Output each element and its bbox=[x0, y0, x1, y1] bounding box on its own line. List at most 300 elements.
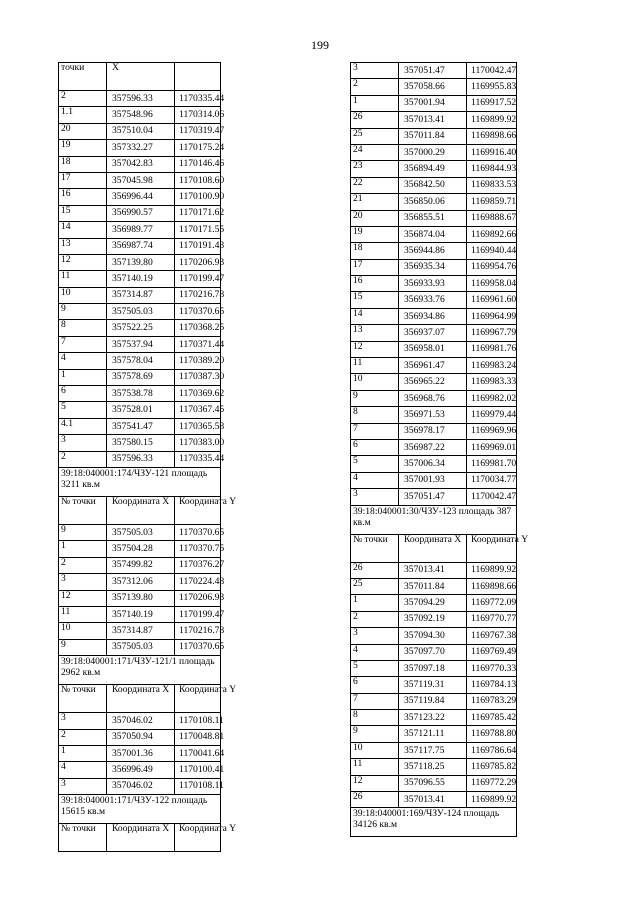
point-number-cell: 8 bbox=[59, 320, 107, 336]
coordinate-x-cell: 357580.15 bbox=[107, 435, 175, 451]
table-header-row bbox=[59, 63, 221, 91]
coordinate-y-cell: 1170100.41 bbox=[175, 762, 221, 778]
point-number-cell: 16 bbox=[59, 189, 107, 205]
coordinate-x-cell: 357046.02 bbox=[107, 778, 175, 794]
coordinate-y-cell: 1170206.93 bbox=[175, 590, 221, 606]
point-number-header: № точки bbox=[59, 685, 107, 713]
coordinate-x-cell: 357045.98 bbox=[107, 172, 175, 188]
coordinate-x-cell: 356894.49 bbox=[399, 161, 467, 177]
coordinate-y-cell: 1169983.33 bbox=[467, 374, 517, 390]
coordinate-y-cell: 1170387.30 bbox=[175, 369, 221, 385]
point-number-cell: 4 bbox=[59, 762, 107, 778]
coordinate-y-cell: 1169767.38 bbox=[467, 628, 517, 644]
parcel-caption: 39:18:040001:174/ЧЗУ-121 площадь 3211 кв.м bbox=[59, 467, 221, 496]
table-row bbox=[59, 320, 221, 336]
coordinate-y-cell: 1170216.78 bbox=[175, 287, 221, 303]
coordinate-y-cell: 1170367.45 bbox=[175, 402, 221, 418]
point-number-cell: 3 bbox=[59, 778, 107, 794]
point-number-cell: 12 bbox=[351, 775, 399, 791]
coordinate-y-cell: 1170191.43 bbox=[175, 238, 221, 254]
point-number-cell: 3 bbox=[351, 63, 399, 79]
coordinate-x-cell: 357312.06 bbox=[107, 574, 175, 590]
coordinate-y-cell: 1169899.92 bbox=[467, 792, 517, 808]
coordinate-y-cell: 1169979.44 bbox=[467, 407, 517, 423]
coordinate-y-cell: 1169769.49 bbox=[467, 644, 517, 660]
coordinate-y-cell: 1169954.76 bbox=[467, 259, 517, 275]
table-row bbox=[59, 418, 221, 434]
coordinate-x-cell: 356937.07 bbox=[399, 325, 467, 341]
coordinate-x-cell: 357097.18 bbox=[399, 660, 467, 676]
coordinate-x-cell: 357094.30 bbox=[399, 628, 467, 644]
table-row bbox=[351, 276, 517, 292]
coordinate-y-cell: 1169833.53 bbox=[467, 177, 517, 193]
point-number-cell: 9 bbox=[351, 390, 399, 406]
coordinate-x-cell: 357522.25 bbox=[107, 320, 175, 336]
table-row bbox=[351, 775, 517, 791]
coordinate-y-cell: 1170042.47 bbox=[467, 63, 517, 79]
parcel-caption: 39:18:040001:169/ЧЗУ-124 площадь 34126 кв.м bbox=[351, 808, 517, 837]
table-row bbox=[59, 254, 221, 270]
point-number-cell: 2 bbox=[59, 91, 107, 107]
coordinate-x-cell: 356990.57 bbox=[107, 205, 175, 221]
point-number-cell: 3 bbox=[59, 713, 107, 729]
table-row bbox=[351, 95, 517, 111]
point-number-cell: 6 bbox=[59, 386, 107, 402]
coordinate-x-cell: 357139.80 bbox=[107, 254, 175, 270]
table-row bbox=[351, 644, 517, 660]
coordinate-y-cell: 1170216.78 bbox=[175, 623, 221, 639]
point-number-cell: 20 bbox=[59, 123, 107, 139]
table-row bbox=[351, 161, 517, 177]
coordinate-y-cell: 1170108.11 bbox=[175, 713, 221, 729]
coordinate-y-cell: 1169785.82 bbox=[467, 759, 517, 775]
parcel-caption-row bbox=[59, 467, 221, 496]
coordinate-x-cell: 357505.03 bbox=[107, 524, 175, 540]
coordinate-x-cell: 356958.01 bbox=[399, 341, 467, 357]
table-row bbox=[351, 325, 517, 341]
coordinate-y-cell: 1170319.47 bbox=[175, 123, 221, 139]
point-number-cell: 13 bbox=[59, 238, 107, 254]
point-number-cell: 9 bbox=[59, 524, 107, 540]
coordinate-x-cell: 356842.50 bbox=[399, 177, 467, 193]
point-number-cell: 8 bbox=[351, 407, 399, 423]
point-number-cell: 15 bbox=[59, 205, 107, 221]
point-number-cell: 13 bbox=[351, 325, 399, 341]
point-number-cell: 10 bbox=[351, 742, 399, 758]
point-number-cell: 18 bbox=[59, 156, 107, 172]
point-number-cell: 22 bbox=[351, 177, 399, 193]
parcel-caption-row bbox=[351, 505, 517, 534]
left-coordinates-table bbox=[58, 62, 237, 852]
table-row bbox=[59, 336, 221, 352]
coordinate-y-header: Координата Y bbox=[175, 496, 221, 524]
left-coordinates-column bbox=[58, 62, 237, 852]
table-row bbox=[351, 489, 517, 505]
table-row bbox=[59, 524, 221, 540]
coordinate-x-cell: 357578.04 bbox=[107, 353, 175, 369]
parcel-caption: 39:18:040001:30/ЧЗУ-123 площадь 387 кв.м bbox=[351, 505, 517, 534]
point-number-cell: 2 bbox=[59, 557, 107, 573]
point-number-cell: 1 bbox=[351, 595, 399, 611]
point-number-cell: 4.1 bbox=[59, 418, 107, 434]
table-row bbox=[351, 194, 517, 210]
coordinate-y-cell: 1169898.66 bbox=[467, 128, 517, 144]
coordinate-y-cell: 1170199.47 bbox=[175, 271, 221, 287]
coordinate-y-cell: 1169892.66 bbox=[467, 226, 517, 242]
coordinate-x-cell: 357006.34 bbox=[399, 456, 467, 472]
coordinate-y-cell: 1169958.04 bbox=[467, 276, 517, 292]
point-number-header: № точки bbox=[351, 534, 399, 562]
coordinate-y-cell: 1169916.40 bbox=[467, 144, 517, 160]
coordinate-y-cell: 1170146.46 bbox=[175, 156, 221, 172]
coordinate-x-cell: 357000.29 bbox=[399, 144, 467, 160]
coordinate-y-cell: 1170171.62 bbox=[175, 205, 221, 221]
table-row bbox=[351, 456, 517, 472]
point-number-header: точки bbox=[59, 63, 107, 91]
coordinate-y-cell: 1169969.96 bbox=[467, 423, 517, 439]
point-number-cell: 6 bbox=[351, 677, 399, 693]
table-row bbox=[351, 710, 517, 726]
table-row bbox=[351, 472, 517, 488]
point-number-cell: 2 bbox=[59, 729, 107, 745]
coordinate-x-cell: 357051.47 bbox=[399, 489, 467, 505]
coordinate-x-cell: 357596.33 bbox=[107, 451, 175, 467]
coordinate-y-cell: 1169785.42 bbox=[467, 710, 517, 726]
table-row bbox=[351, 693, 517, 709]
point-number-cell: 25 bbox=[351, 578, 399, 594]
coordinate-x-cell: 356850.06 bbox=[399, 194, 467, 210]
coordinate-x-cell: 357042.83 bbox=[107, 156, 175, 172]
coordinate-y-cell: 1170034.77 bbox=[467, 472, 517, 488]
coordinate-x-header: Координата X bbox=[107, 685, 175, 713]
coordinate-x-cell: 356989.77 bbox=[107, 222, 175, 238]
point-number-cell: 17 bbox=[351, 259, 399, 275]
table-row bbox=[351, 677, 517, 693]
table-row bbox=[351, 292, 517, 308]
coordinate-y-cell: 1169917.52 bbox=[467, 95, 517, 111]
table-row bbox=[59, 107, 221, 123]
coordinate-x-header: Координата X bbox=[107, 824, 175, 852]
coordinate-x-cell: 357001.93 bbox=[399, 472, 467, 488]
point-number-cell: 4 bbox=[59, 353, 107, 369]
coordinate-x-cell: 357001.36 bbox=[107, 745, 175, 761]
coordinate-x-cell: 357118.25 bbox=[399, 759, 467, 775]
coordinate-y-cell: 1170370.65 bbox=[175, 524, 221, 540]
table-row bbox=[351, 660, 517, 676]
coordinate-y-cell: 1170368.25 bbox=[175, 320, 221, 336]
coordinate-x-cell: 357528.01 bbox=[107, 402, 175, 418]
coordinate-x-header: Координата X bbox=[399, 534, 467, 562]
coordinate-x-cell: 356874.04 bbox=[399, 226, 467, 242]
coordinate-y-header: Координата Y bbox=[175, 685, 221, 713]
coordinate-x-cell: 357119.84 bbox=[399, 693, 467, 709]
coordinate-y-header bbox=[175, 63, 221, 91]
coordinate-x-cell: 357541.47 bbox=[107, 418, 175, 434]
parcel-caption-row bbox=[59, 795, 221, 824]
coordinate-x-cell: 357013.41 bbox=[399, 112, 467, 128]
coordinate-x-cell: 356944.86 bbox=[399, 243, 467, 259]
table-row bbox=[59, 606, 221, 622]
table-row bbox=[351, 439, 517, 455]
point-number-cell: 12 bbox=[59, 590, 107, 606]
point-number-cell: 9 bbox=[59, 639, 107, 655]
coordinate-y-cell: 1170108.11 bbox=[175, 778, 221, 794]
coordinate-y-cell: 1169844.93 bbox=[467, 161, 517, 177]
point-number-cell: 2 bbox=[351, 79, 399, 95]
coordinate-x-cell: 356968.76 bbox=[399, 390, 467, 406]
point-number-cell: 4 bbox=[351, 472, 399, 488]
point-number-cell: 6 bbox=[351, 439, 399, 455]
coordinate-x-cell: 357505.03 bbox=[107, 639, 175, 655]
point-number-cell: 1 bbox=[59, 745, 107, 761]
table-row bbox=[59, 762, 221, 778]
table-row bbox=[351, 595, 517, 611]
table-row bbox=[351, 628, 517, 644]
point-number-cell: 11 bbox=[351, 358, 399, 374]
coordinate-y-cell: 1170376.27 bbox=[175, 557, 221, 573]
coordinate-y-cell: 1170048.81 bbox=[175, 729, 221, 745]
coordinate-x-cell: 356987.22 bbox=[399, 439, 467, 455]
point-number-cell: 3 bbox=[351, 628, 399, 644]
coordinate-y-cell: 1169788.80 bbox=[467, 726, 517, 742]
coordinate-y-cell: 1170199.47 bbox=[175, 606, 221, 622]
table-row bbox=[351, 226, 517, 242]
point-number-cell: 5 bbox=[351, 456, 399, 472]
table-row bbox=[59, 402, 221, 418]
coordinate-y-cell: 1170365.58 bbox=[175, 418, 221, 434]
table-row bbox=[351, 210, 517, 226]
point-number-cell: 16 bbox=[351, 276, 399, 292]
table-row bbox=[59, 745, 221, 761]
page-number: 199 bbox=[311, 38, 329, 52]
coordinate-y-cell: 1170369.62 bbox=[175, 386, 221, 402]
coordinate-y-cell: 1169772.09 bbox=[467, 595, 517, 611]
coordinate-x-cell: 357596.33 bbox=[107, 91, 175, 107]
coordinate-y-cell: 1170335.44 bbox=[175, 451, 221, 467]
coordinate-x-cell: 357123.22 bbox=[399, 710, 467, 726]
table-row bbox=[59, 172, 221, 188]
coordinate-x-cell: 357139.80 bbox=[107, 590, 175, 606]
coordinate-y-cell: 1170171.55 bbox=[175, 222, 221, 238]
point-number-cell: 20 bbox=[351, 210, 399, 226]
coordinate-y-cell: 1169961.60 bbox=[467, 292, 517, 308]
point-number-cell: 3 bbox=[59, 574, 107, 590]
point-number-cell: 4 bbox=[351, 644, 399, 660]
point-number-cell: 1.1 bbox=[59, 107, 107, 123]
table-row bbox=[351, 726, 517, 742]
point-number-cell: 10 bbox=[59, 287, 107, 303]
coordinate-x-header: X bbox=[107, 63, 175, 91]
coordinate-y-cell: 1169955.83 bbox=[467, 79, 517, 95]
coordinate-x-cell: 356996.44 bbox=[107, 189, 175, 205]
coordinate-x-cell: 357013.41 bbox=[399, 792, 467, 808]
point-number-header: № точки bbox=[59, 496, 107, 524]
coordinate-x-cell: 357094.29 bbox=[399, 595, 467, 611]
table-header-row bbox=[351, 534, 517, 562]
point-number-cell: 12 bbox=[59, 254, 107, 270]
coordinate-x-cell: 356996.49 bbox=[107, 762, 175, 778]
coordinate-y-header: Координата Y bbox=[467, 534, 517, 562]
point-number-cell: 1 bbox=[59, 541, 107, 557]
coordinate-y-cell: 1170389.20 bbox=[175, 353, 221, 369]
point-number-cell: 15 bbox=[351, 292, 399, 308]
table-row bbox=[59, 91, 221, 107]
right-coordinates-column bbox=[350, 62, 529, 837]
point-number-cell: 14 bbox=[351, 308, 399, 324]
coordinate-y-cell: 1170370.75 bbox=[175, 541, 221, 557]
point-number-cell: 2 bbox=[351, 611, 399, 627]
coordinate-y-cell: 1169783.29 bbox=[467, 693, 517, 709]
table-row bbox=[351, 407, 517, 423]
point-number-cell: 10 bbox=[59, 623, 107, 639]
coordinate-x-cell: 357011.84 bbox=[399, 128, 467, 144]
parcel-caption: 39:18:040001:171/ЧЗУ-121/1 площадь 2962 кв.м bbox=[59, 656, 221, 685]
point-number-cell: 18 bbox=[351, 243, 399, 259]
point-number-cell: 7 bbox=[351, 693, 399, 709]
right-coordinates-table bbox=[350, 62, 529, 837]
table-row bbox=[59, 271, 221, 287]
coordinate-x-cell: 356933.76 bbox=[399, 292, 467, 308]
coordinate-y-cell: 1169967.79 bbox=[467, 325, 517, 341]
parcel-caption-row bbox=[351, 808, 517, 837]
coordinate-x-cell: 357097.70 bbox=[399, 644, 467, 660]
table-row bbox=[351, 792, 517, 808]
table-row bbox=[351, 358, 517, 374]
table-row bbox=[59, 156, 221, 172]
coordinate-x-cell: 356934.86 bbox=[399, 308, 467, 324]
coordinate-y-cell: 1170206.93 bbox=[175, 254, 221, 270]
table-row bbox=[59, 574, 221, 590]
table-row bbox=[351, 63, 517, 79]
coordinate-y-cell: 1170335.44 bbox=[175, 91, 221, 107]
table-row bbox=[351, 243, 517, 259]
coordinate-y-cell: 1169770.77 bbox=[467, 611, 517, 627]
point-number-cell: 17 bbox=[59, 172, 107, 188]
coordinate-x-cell: 357096.55 bbox=[399, 775, 467, 791]
coordinate-y-cell: 1169888.67 bbox=[467, 210, 517, 226]
table-row bbox=[59, 353, 221, 369]
coordinate-x-cell: 357046.02 bbox=[107, 713, 175, 729]
coordinate-y-cell: 1169899.92 bbox=[467, 562, 517, 578]
point-number-cell: 21 bbox=[351, 194, 399, 210]
coordinate-x-cell: 357314.87 bbox=[107, 623, 175, 639]
table-row bbox=[351, 423, 517, 439]
point-number-cell: 5 bbox=[59, 402, 107, 418]
coordinate-x-cell: 357314.87 bbox=[107, 287, 175, 303]
coordinate-x-cell: 356971.53 bbox=[399, 407, 467, 423]
table-row bbox=[351, 341, 517, 357]
coordinate-x-cell: 357011.84 bbox=[399, 578, 467, 594]
table-row bbox=[351, 759, 517, 775]
coordinate-y-cell: 1169981.70 bbox=[467, 456, 517, 472]
point-number-cell: 11 bbox=[351, 759, 399, 775]
table-row bbox=[59, 386, 221, 402]
table-row bbox=[351, 177, 517, 193]
point-number-cell: 3 bbox=[59, 435, 107, 451]
point-number-cell: 10 bbox=[351, 374, 399, 390]
coordinate-x-cell: 357537.94 bbox=[107, 336, 175, 352]
coordinate-y-cell: 1169969.01 bbox=[467, 439, 517, 455]
coordinate-x-cell: 357505.03 bbox=[107, 304, 175, 320]
coordinate-y-cell: 1169898.66 bbox=[467, 578, 517, 594]
coordinate-y-cell: 1169770.33 bbox=[467, 660, 517, 676]
point-number-cell: 26 bbox=[351, 562, 399, 578]
table-row bbox=[351, 562, 517, 578]
coordinate-x-cell: 357332.27 bbox=[107, 140, 175, 156]
point-number-cell: 7 bbox=[59, 336, 107, 352]
coordinate-x-cell: 357140.19 bbox=[107, 606, 175, 622]
point-number-cell: 11 bbox=[59, 606, 107, 622]
coordinate-x-header: Координата X bbox=[107, 496, 175, 524]
coordinate-x-cell: 357092.19 bbox=[399, 611, 467, 627]
point-number-cell: 26 bbox=[351, 792, 399, 808]
table-row bbox=[59, 304, 221, 320]
point-number-cell: 19 bbox=[351, 226, 399, 242]
table-row bbox=[59, 590, 221, 606]
point-number-cell: 1 bbox=[59, 369, 107, 385]
table-row bbox=[351, 742, 517, 758]
table-header-row bbox=[59, 496, 221, 524]
table-row bbox=[351, 112, 517, 128]
coordinate-x-cell: 357058.66 bbox=[399, 79, 467, 95]
point-number-cell: 24 bbox=[351, 144, 399, 160]
coordinate-x-cell: 357499.82 bbox=[107, 557, 175, 573]
coordinate-y-cell: 1170383.00 bbox=[175, 435, 221, 451]
table-row bbox=[59, 541, 221, 557]
table-row bbox=[59, 369, 221, 385]
coordinate-y-cell: 1170175.24 bbox=[175, 140, 221, 156]
coordinate-x-cell: 357013.41 bbox=[399, 562, 467, 578]
coordinate-y-cell: 1169982.02 bbox=[467, 390, 517, 406]
coordinate-x-cell: 357050.94 bbox=[107, 729, 175, 745]
point-number-cell: 26 bbox=[351, 112, 399, 128]
coordinate-x-cell: 357121.11 bbox=[399, 726, 467, 742]
table-row bbox=[59, 729, 221, 745]
coordinate-y-cell: 1169964.99 bbox=[467, 308, 517, 324]
table-row bbox=[351, 308, 517, 324]
coordinate-x-cell: 357548.96 bbox=[107, 107, 175, 123]
table-row bbox=[59, 123, 221, 139]
coordinate-y-cell: 1170370.65 bbox=[175, 304, 221, 320]
parcel-caption-row bbox=[59, 656, 221, 685]
table-row bbox=[59, 205, 221, 221]
coordinate-x-cell: 356933.93 bbox=[399, 276, 467, 292]
table-row bbox=[351, 374, 517, 390]
point-number-cell: 14 bbox=[59, 222, 107, 238]
point-number-cell: 9 bbox=[351, 726, 399, 742]
coordinate-x-cell: 357578.69 bbox=[107, 369, 175, 385]
table-header-row bbox=[59, 824, 221, 852]
coordinate-x-cell: 357051.47 bbox=[399, 63, 467, 79]
coordinate-x-cell: 356978.17 bbox=[399, 423, 467, 439]
coordinate-x-cell: 357117.75 bbox=[399, 742, 467, 758]
point-number-cell: 9 bbox=[59, 304, 107, 320]
coordinate-x-cell: 357510.04 bbox=[107, 123, 175, 139]
table-row bbox=[59, 623, 221, 639]
coordinate-y-cell: 1170100.90 bbox=[175, 189, 221, 205]
table-row bbox=[351, 259, 517, 275]
coordinate-y-cell: 1169940.44 bbox=[467, 243, 517, 259]
parcel-caption: 39:18:040001:171/ЧЗУ-122 площадь 15615 кв.м bbox=[59, 795, 221, 824]
coordinate-y-cell: 1169899.92 bbox=[467, 112, 517, 128]
table-row bbox=[59, 639, 221, 655]
table-row bbox=[351, 578, 517, 594]
table-row bbox=[59, 778, 221, 794]
point-number-cell: 12 bbox=[351, 341, 399, 357]
table-row bbox=[59, 140, 221, 156]
table-row bbox=[351, 79, 517, 95]
point-number-header: № точки bbox=[59, 824, 107, 852]
